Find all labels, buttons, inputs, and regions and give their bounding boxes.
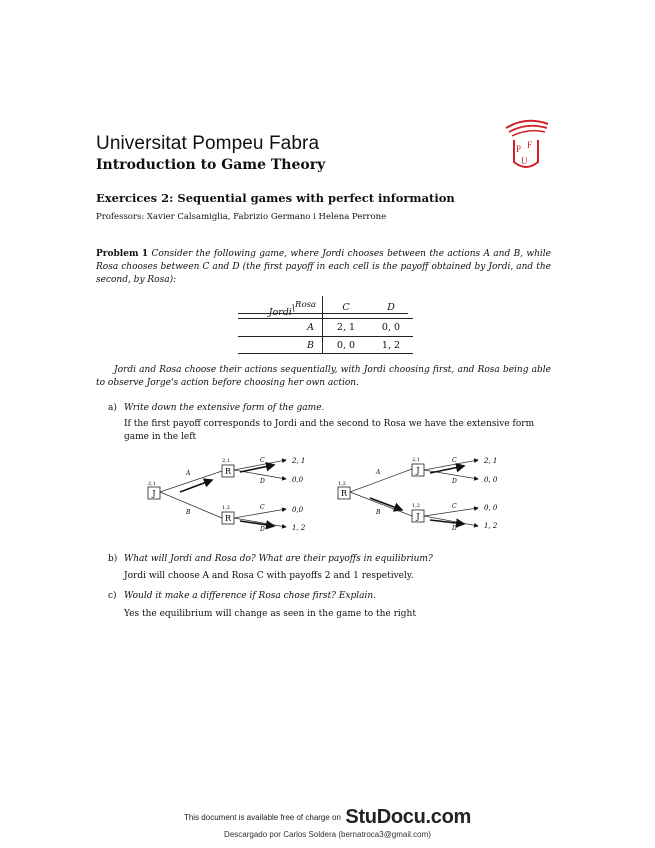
payoff-matrix: Jordi\$^{Rosa}$ C D A 2, 1 0, 0 B 0, 0 1, 2	[238, 296, 413, 354]
action-label: D	[452, 478, 457, 485]
equilibrium-arrow	[430, 466, 464, 473]
matrix-cell: 0, 0	[336, 339, 356, 351]
svg-text:F: F	[527, 140, 533, 150]
equilibrium-arrow	[370, 498, 402, 510]
footer-prefix: This document is available free of charge on	[183, 813, 341, 822]
payoff-label: 0,0	[292, 476, 304, 484]
tree-node-order: 2,1	[412, 457, 420, 463]
tree-node-order: 1,2	[222, 505, 230, 511]
download-note: Descargado por Carlos Soldera (bernatroca3@gmail.com)	[224, 830, 431, 839]
upf-logo-icon	[500, 114, 552, 174]
matrix-corner-row: Jordi	[268, 307, 292, 319]
tree-node-label: J	[416, 512, 420, 521]
question-b: What will Jordi and Rosa do? What are their payoffs in equilibrium?	[124, 554, 433, 564]
game-tree-left	[140, 452, 330, 534]
tree-node-order: 1,2	[412, 503, 420, 509]
studocu-logo[interactable]: StuDocu.com	[345, 806, 472, 828]
matrix-col-header: D	[387, 301, 395, 313]
tree-node-label: R	[340, 489, 348, 498]
answer-a: If the first payoff corresponds to Jordi and the second to Rosa we have the extensive form game in the left	[124, 419, 535, 442]
action-label: C	[260, 504, 265, 511]
action-label: C	[452, 503, 457, 510]
action-label: D	[260, 478, 265, 485]
tree-node-label: J	[416, 466, 420, 475]
equilibrium-arrow	[240, 465, 274, 472]
question-c-label: c)	[108, 591, 117, 601]
tree-node-label: R	[224, 467, 232, 476]
problem-statement	[96, 248, 551, 287]
payoff-label: 1, 2	[292, 524, 306, 532]
question-a-label: a)	[108, 403, 117, 413]
action-label: B	[186, 509, 191, 516]
payoff-label: 0, 0	[484, 476, 498, 484]
matrix-row-label: A	[238, 319, 323, 337]
studocu-banner[interactable]	[0, 806, 655, 829]
action-label: C	[452, 457, 457, 464]
university-name: Universitat Pompeu Fabra	[96, 133, 320, 154]
professors-line: Professors: Xavier Calsamiglia, Fabrizio Germano i Helena Perrone	[96, 212, 387, 222]
action-label: A	[186, 470, 191, 477]
matrix-col-header: C	[342, 301, 350, 313]
action-label: D	[452, 525, 457, 532]
action-label: D	[260, 526, 265, 533]
problem-narrative: Jordi and Rosa choose their actions sequentially, with Jordi choosing first, and Rosa being able to observe Jorge's action before choosing her own action.	[96, 365, 551, 388]
question-a: Write down the extensive form of the game.	[124, 403, 325, 413]
matrix-cell: 0, 0	[381, 322, 401, 333]
equilibrium-arrow	[180, 480, 212, 492]
action-label: A	[376, 469, 381, 476]
payoff-label: 0, 0	[484, 504, 498, 512]
exercise-title: Exercices 2: Sequential games with perfect information	[96, 191, 455, 205]
payoff-label: 0,0	[292, 506, 304, 514]
problem-text: Consider the following game, where Jordi chooses between the actions A and B, while Rosa chooses between C and D (the first payoff in each cell is the payoff obtained by Jordi, and the second, by Rosa):	[96, 249, 551, 285]
game-tree-right	[330, 452, 530, 534]
payoff-label: 2, 1	[484, 457, 498, 465]
payoff-label: 1, 2	[484, 522, 498, 530]
tree-node-label: J	[152, 489, 156, 498]
tree-node-order: 1,2	[338, 481, 346, 487]
tree-node-label: R	[224, 514, 232, 523]
matrix-row-label: B	[238, 337, 323, 354]
tree-node-order: 2,1	[222, 458, 230, 464]
problem-label: Problem	[96, 249, 139, 259]
problem-number: 1	[141, 249, 149, 259]
answer-c: Yes the equilibrium will change as seen in the game to the right	[124, 609, 416, 619]
action-label: B	[376, 509, 381, 516]
svg-text:U: U	[521, 156, 528, 166]
question-c: Would it make a difference if Rosa chose first? Explain.	[124, 591, 377, 601]
matrix-corner-col: Rosa	[295, 299, 316, 310]
svg-text:P: P	[516, 144, 522, 154]
course-title: Introduction to Game Theory	[96, 157, 326, 173]
matrix-cell: 2, 1	[336, 322, 356, 333]
answer-b: Jordi will choose A and Rosa C with payoffs 2 and 1 respetively.	[124, 571, 414, 581]
payoff-label: 2, 1	[292, 457, 306, 465]
action-label: C	[260, 457, 265, 464]
matrix-cell: 1, 2	[381, 339, 401, 351]
tree-node-order: 2,1	[148, 481, 156, 487]
question-b-label: b)	[108, 554, 118, 564]
